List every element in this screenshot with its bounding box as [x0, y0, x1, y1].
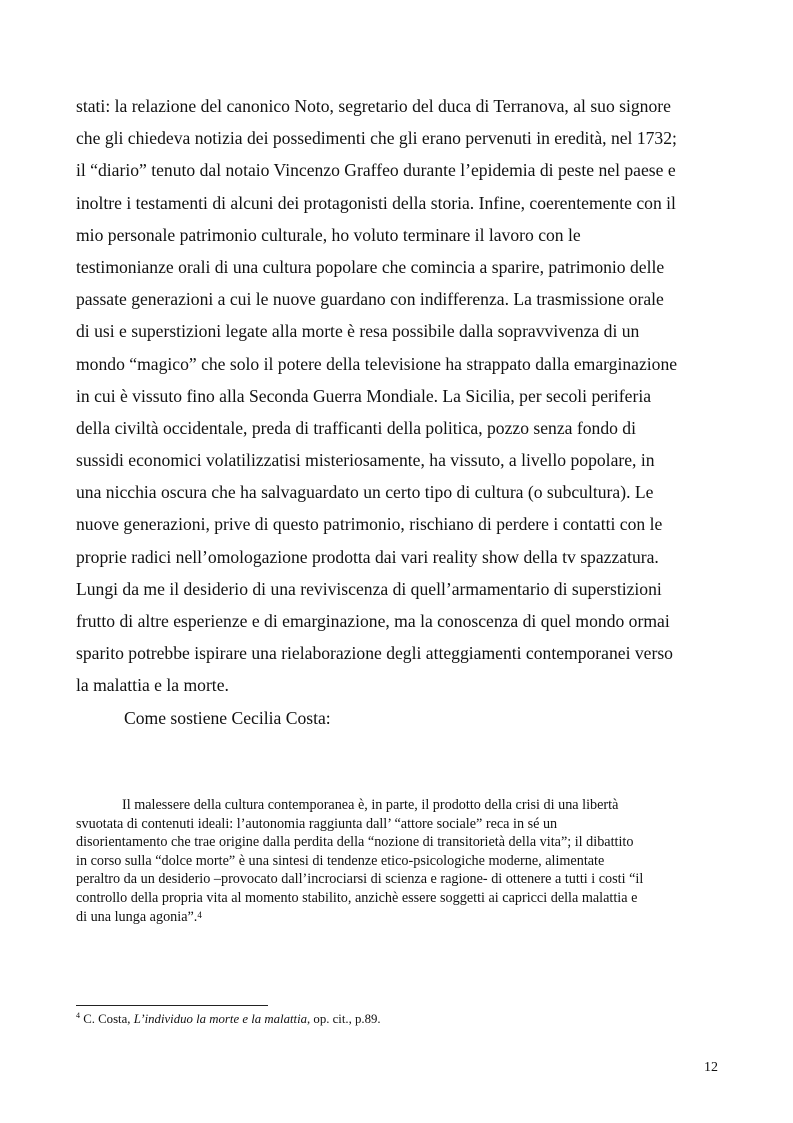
text-line: proprie radici nell’omologazione prodotta dai vari reality show della tv spazzatura. — [76, 546, 659, 567]
text-line: della civiltà occidentale, preda di trafficanti della politica, pozzo senza fondo di — [76, 417, 636, 438]
text-line: una nicchia oscura che ha salvaguardato un certo tipo di cultura (o subcultura). Le — [76, 482, 654, 503]
text-line: testimonianze orali di una cultura popolare che comincia a sparire, patrimonio delle — [76, 256, 665, 277]
quote-line: peraltro da un desiderio –provocato dall’incrociarsi di scienza e ragione- di ottenere a tutti i costi “il — [76, 871, 644, 888]
text-line: la malattia e la morte. — [76, 675, 229, 696]
text-line: nuove generazioni, prive di questo patrimonio, rischiano di perdere i contatti con le — [76, 514, 663, 535]
body-paragraph — [76, 90, 716, 734]
quote-line: controllo della propria vita al momento stabilito, anzichè essere soggetti ai capricci della malattia e — [76, 889, 638, 906]
quote-line: Il malessere della cultura contemporanea è, in parte, il prodotto della crisi di una libertà — [122, 797, 619, 813]
quote-line: disorientamento che trae origine dalla perdita della “nozione di transitorietà della vita”; il dibattito — [76, 834, 634, 851]
text-line: in cui è vissuto fino alla Seconda Guerra Mondiale. La Sicilia, per secoli periferia — [76, 385, 652, 406]
quote-intro: Come sostiene Cecilia Costa: — [124, 707, 331, 728]
text-line: frutto di altre esperienze e di emarginazione, ma la conoscenza di quel mondo ormai — [76, 611, 670, 631]
text-line: mio personale patrimonio culturale, ho voluto terminare il lavoro con le — [76, 224, 581, 245]
quote-line: in corso sulla “dolce morte” è una sintesi di tendenze etico-psicologiche moderne, alimentate — [76, 852, 605, 869]
text-line: sussidi economici volatilizzatisi misteriosamente, ha vissuto, a livello popolare, in — [76, 450, 655, 471]
footnote-citation: , op. cit., p.89. — [307, 1012, 381, 1026]
text-line: mondo “magico” che solo il potere della televisione ha strappato dalla emarginazione — [76, 353, 678, 374]
text-line: che gli chiedeva notizia dei possedimenti che gli erano pervenuti in eredità, nel 1732; — [76, 128, 677, 149]
text-line: passate generazioni a cui le nuove guardano con indifferenza. La trasmissione orale — [76, 289, 664, 310]
footnote — [76, 1012, 381, 1027]
footnote-title: L’individuo la morte e la malattia — [133, 1012, 308, 1026]
quote-last-line — [76, 908, 716, 927]
text-line: sparito potrebbe ispirare una rielaborazione degli atteggiamenti contemporanei verso — [76, 643, 673, 664]
quote-line: di una lunga agonia”. — [76, 908, 198, 925]
text-line: il “diario” tenuto dal notaio Vincenzo Graffeo durante l’epidemia di peste nel paese e — [76, 160, 676, 181]
text-line: di usi e superstizioni legate alla morte è resa possibile dalla sopravvivenza di un — [76, 321, 640, 342]
footnote-reference[interactable]: 4 — [197, 909, 202, 920]
quote-line: svuotata di contenuti ideali: l’autonomia raggiunta dall’ “attore sociale” reca in sé un — [76, 815, 558, 832]
text-line: stati: la relazione del canonico Noto, segretario del duca di Terranova, al suo signore — [76, 96, 671, 116]
page-number: 12 — [704, 1060, 718, 1075]
footnote-number: 4 — [76, 1011, 80, 1020]
block-quote — [76, 796, 716, 926]
text-line: Lungi da me il desiderio di una reviviscenza di quell’armamentario di superstizioni — [76, 578, 662, 599]
footnote-author: C. Costa, — [83, 1012, 134, 1026]
footnote-separator — [76, 1005, 268, 1006]
text-line: inoltre i testamenti di alcuni dei protagonisti della storia. Infine, coerentemente con il — [76, 192, 676, 213]
